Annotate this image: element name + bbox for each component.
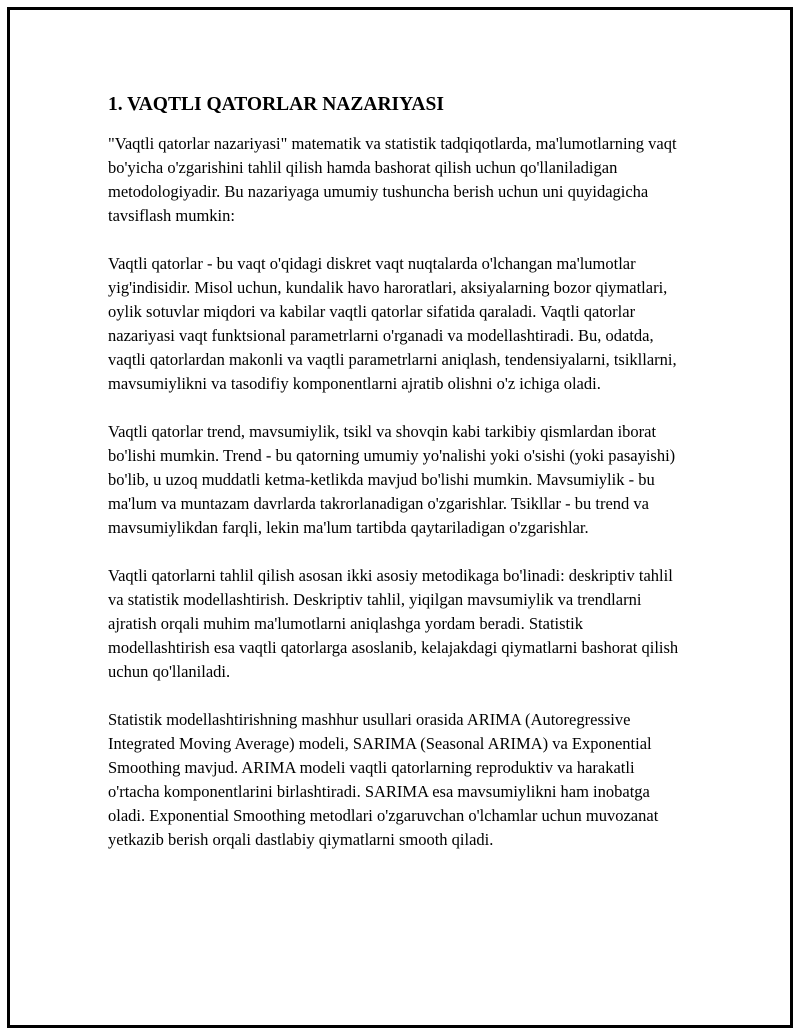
document-body	[108, 92, 688, 876]
paragraph-components: Vaqtli qatorlar trend, mavsumiylik, tsikl va shovqin kabi tarkibiy qismlardan iborat bo'lishi mumkin. Trend - bu qatorning umumiy yo'nalishi yoki o'sishi (yoki pasayishi) bo'lib, u uzoq muddatli ketma-ketlikda mavjud bo'lishi mumkin. Mavsumiylik - bu ma'lum va muntazam davrlarda takrorlanadigan o'zgarishlar. Tsikllar - bu trend va mavsumiylikdan farqli, lekin ma'lum tartibda qaytariladigan o'zgarishlar.	[108, 422, 676, 537]
section-heading: 1. VAQTLI QATORLAR NAZARIYASI	[108, 94, 444, 115]
paragraph-models: Statistik modellashtirishning mashhur usullari orasida ARIMA (Autoregressive Integrated Moving Average) modeli, SARIMA (Seasonal ARIMA) va Exponential Smoothing mavjud. ARIMA modeli vaqtli qatorlarning reproduktiv va harakatli o'rtacha komponentlarini birlashtiradi. SARIMA esa mavsumiylikni ham inobatga oladi. Exponential Smoothing metodlari o'zgaruvchan o'lchamlar uchun muvozanat yetkazib berish orqali dastlabiy qiymatlarni smooth qiladi.	[108, 710, 659, 849]
paragraph-definition: Vaqtli qatorlar - bu vaqt o'qidagi diskret vaqt nuqtalarda o'lchangan ma'lumotlar yig'indisidir. Misol uchun, kundalik havo haroratlari, aksiyalarning bozor qiymatlari, oylik sotuvlar miqdori va kabilar vaqtli qatorlar sifatida qaraladi. Vaqtli qatorlar nazariyasi vaqt funktsional parametrlarni o'rganadi va modellashtiradi. Bu, odatda, vaqtli qatorlardan makonli va vaqtli parametrlarni aniqlash, tendensiyalarni, tsikllarni, mavsumiylikni va tasodifiy komponentlarni ajratib olishni o'z ichiga oladi.	[108, 254, 677, 393]
paragraph-analysis-methods: Vaqtli qatorlarni tahlil qilish asosan ikki asosiy metodikaga bo'linadi: deskriptiv tahlil va statistik modellashtirish. Deskriptiv tahlil, yiqilgan mavsumiylik va trendlarni ajratish orqali muhim ma'lumotlarni aniqlashga yordam beradi. Statistik modellashtirish esa vaqtli qatorlarga asoslanib, kelajakdagi qiymatlarni bashorat qilish uchun qo'llaniladi.	[108, 566, 679, 681]
paragraph-intro: "Vaqtli qatorlar nazariyasi" matematik va statistik tadqiqotlarda, ma'lumotlarning vaqt bo'yicha o'zgarishini tahlil qilish hamda bashorat qilish uchun qo'llaniladigan metodologiyadir. Bu nazariyaga umumiy tushuncha berish uchun uni quyidagicha tavsiflash mumkin:	[108, 134, 677, 225]
